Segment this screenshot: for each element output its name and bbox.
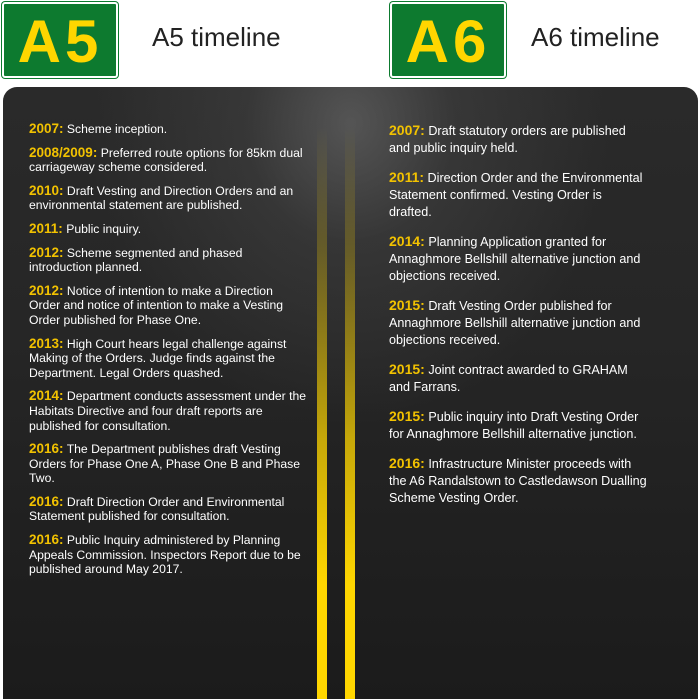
timeline-entry bbox=[29, 389, 307, 433]
timeline-entry-text: Draft Direction Order and Environmental Statement published for consultation. bbox=[29, 494, 285, 524]
timeline-entry-year: 2007: bbox=[29, 121, 64, 136]
timeline-entry-year: 2012: bbox=[29, 244, 64, 260]
a5-timeline-title: A5 timeline bbox=[152, 22, 281, 52]
timeline-entry-year: 2016: bbox=[389, 455, 425, 471]
timeline-entry bbox=[389, 233, 647, 285]
timeline-entry bbox=[389, 455, 647, 507]
timeline-entry bbox=[389, 122, 647, 157]
timeline-entry-text: Direction Order and the Environmental Statement confirmed. Vesting Order is drafted. bbox=[389, 171, 643, 219]
timeline-entry-year: 2012: bbox=[29, 282, 64, 298]
a6-timeline-title: A6 timeline bbox=[531, 22, 660, 52]
timeline-entry-text: The Department publishes draft Vesting Orders for Phase One A, Phase One B and Phase Two. bbox=[29, 442, 300, 486]
timeline-entry-year: 2014: bbox=[29, 388, 64, 404]
timeline-entry-year: 2008/2009: bbox=[29, 144, 98, 160]
timeline-entry-year: 2007: bbox=[389, 122, 425, 138]
timeline-entry bbox=[29, 184, 307, 213]
timeline-entry bbox=[389, 408, 647, 443]
timeline-entry-text: Public inquiry into Draft Vesting Order for Annaghmore Bellshill alternative junction. bbox=[389, 410, 639, 441]
timeline-entry bbox=[29, 495, 307, 524]
timeline-entry bbox=[29, 442, 307, 486]
timeline-entry-text: Preferred route options for 85km dual carriageway scheme considered. bbox=[29, 145, 303, 175]
timeline-entry bbox=[29, 146, 307, 175]
timeline-entry-text: Public inquiry. bbox=[66, 221, 142, 236]
timeline-entry-text: Draft Vesting Order published for Annaghmore Bellshill alternative junction and objections received. bbox=[389, 299, 641, 347]
a5-road-sign: A5 bbox=[2, 2, 118, 78]
timeline-entry-year: 2013: bbox=[29, 335, 64, 351]
timeline-entry-text: Public Inquiry administered by Planning Appeals Commission. Inspectors Report due to be published around May 2017. bbox=[29, 533, 301, 577]
timeline-entry-text: Infrastructure Minister proceeds with the A6 Randalstown to Castledawson Dualling Scheme Vesting Order. bbox=[389, 457, 647, 505]
timeline-entry-text: Joint contract awarded to GRAHAM and Farrans. bbox=[389, 363, 628, 394]
timeline-entry bbox=[29, 284, 307, 328]
timeline-entry-text: Scheme segmented and phased introduction planned. bbox=[29, 245, 243, 275]
timeline-entry-year: 2015: bbox=[389, 361, 425, 377]
timeline-entry-year: 2015: bbox=[389, 297, 425, 313]
timeline-entry-year: 2011: bbox=[389, 169, 425, 185]
timeline-entry bbox=[29, 337, 307, 381]
timeline-entry-year: 2016: bbox=[29, 441, 64, 457]
timeline-entry-year: 2015: bbox=[389, 408, 425, 424]
a6-road-sign: A6 bbox=[390, 2, 506, 78]
timeline-entry bbox=[389, 169, 647, 221]
timeline-entry-text: Department conducts assessment under the Habitats Directive and four draft reports are published for consultation. bbox=[29, 389, 307, 433]
timeline-entry-text: Planning Application granted for Annaghmore Bellshill alternative junction and objections received. bbox=[389, 235, 641, 283]
a6-timeline-column bbox=[389, 122, 647, 519]
timeline-entry-year: 2016: bbox=[29, 532, 64, 548]
timeline-entry-year: 2011: bbox=[29, 220, 63, 236]
timeline-entry-text: Draft statutory orders are published and public inquiry held. bbox=[389, 124, 626, 155]
timeline-entry bbox=[29, 222, 307, 237]
timeline-entry-text: Notice of intention to make a Direction Order and notice of intention to make a Vesting Order published for Phase One. bbox=[29, 283, 284, 327]
timeline-entry bbox=[29, 246, 307, 275]
timeline-entry-year: 2016: bbox=[29, 493, 64, 509]
road-center-line-left bbox=[317, 127, 327, 699]
timeline-entry-text: High Court hears legal challenge against Making of the Orders. Judge finds against the Department. Legal Orders quashed. bbox=[29, 336, 287, 380]
timeline-entry-year: 2014: bbox=[389, 233, 425, 249]
timeline-entry bbox=[389, 297, 647, 349]
a5-timeline-column bbox=[29, 122, 307, 586]
timeline-entry-text: Scheme inception. bbox=[66, 122, 168, 136]
timeline-entry bbox=[29, 533, 307, 577]
road-background-panel bbox=[3, 87, 698, 699]
road-center-line-right bbox=[345, 127, 355, 699]
timeline-entry-year: 2010: bbox=[29, 182, 64, 198]
timeline-entry bbox=[29, 122, 307, 137]
timeline-entry bbox=[389, 361, 647, 396]
timeline-entry-text: Draft Vesting and Direction Orders and an environmental statement are published. bbox=[29, 183, 294, 213]
